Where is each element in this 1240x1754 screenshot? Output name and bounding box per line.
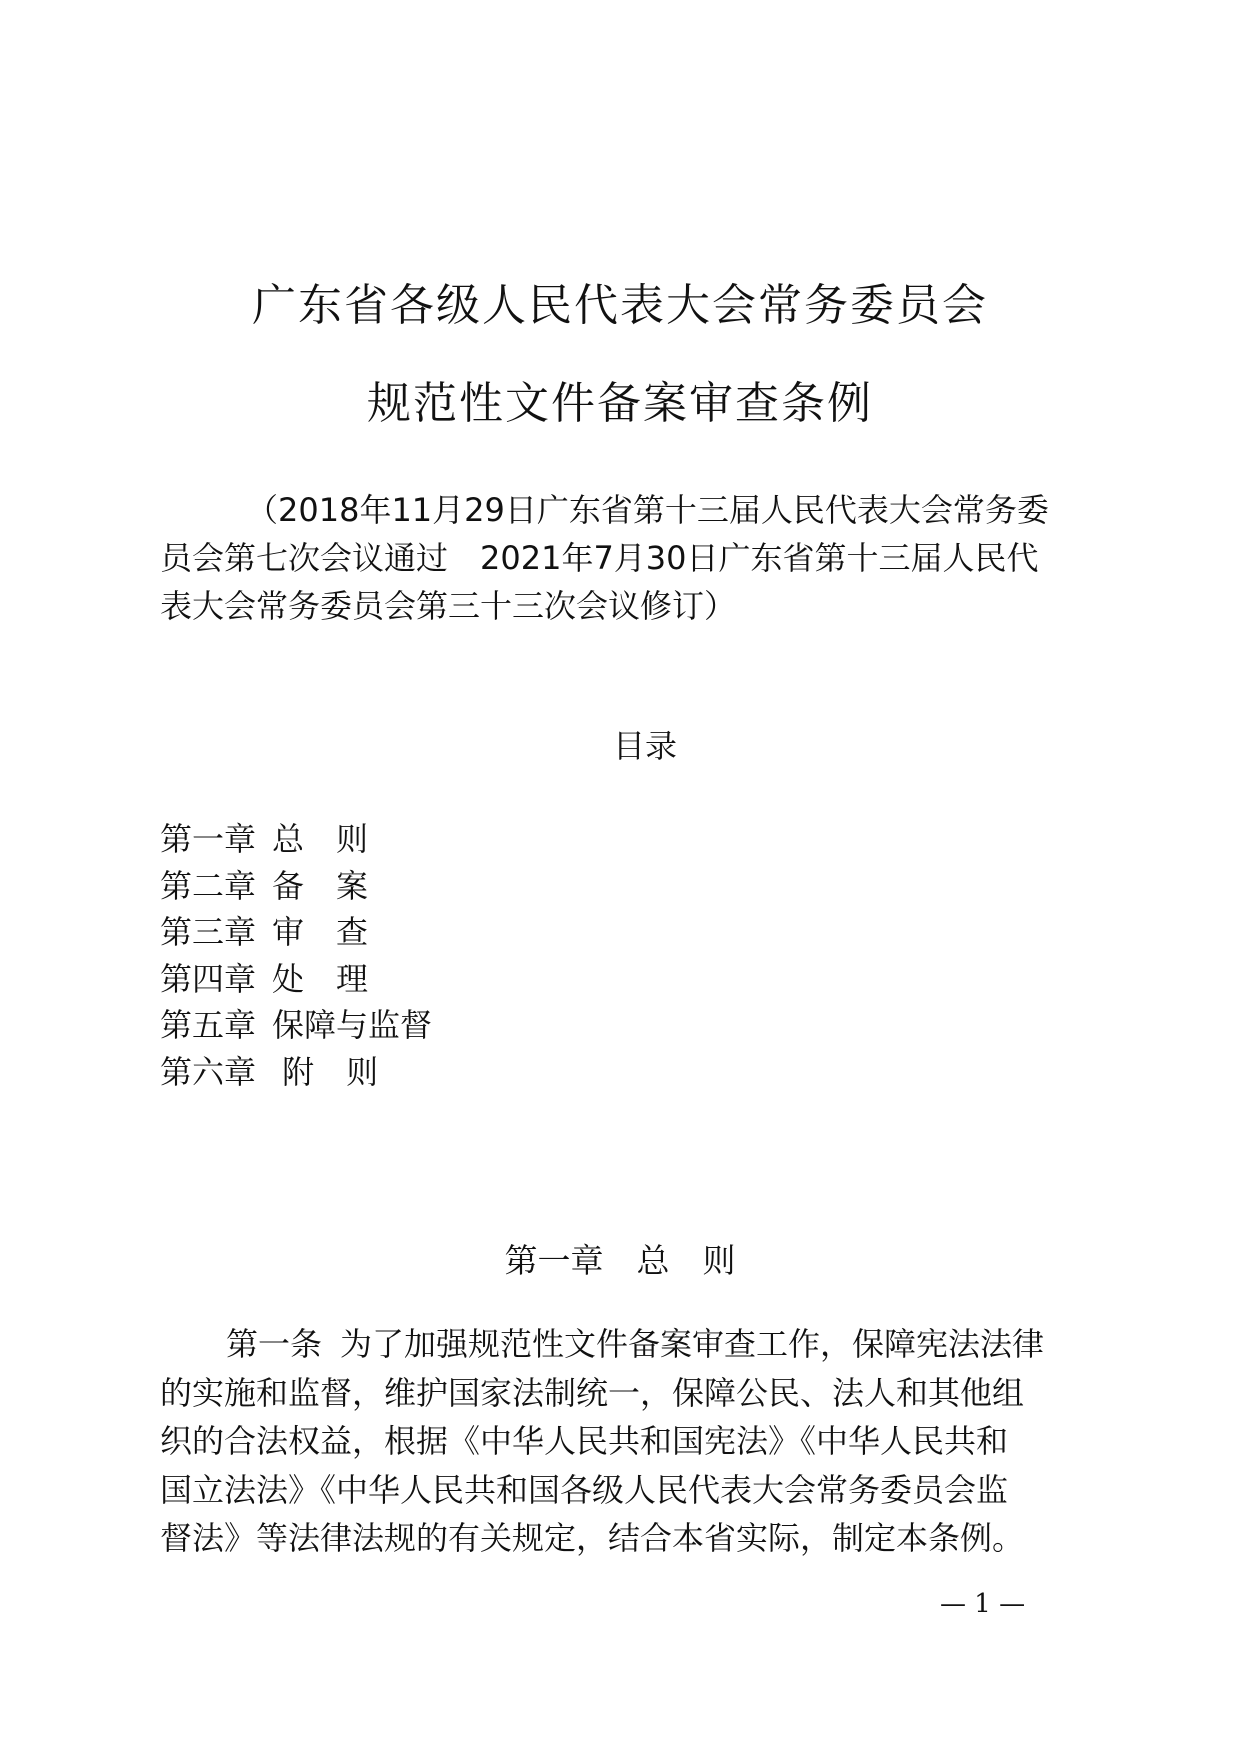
toc-item[interactable] bbox=[160, 863, 432, 910]
toc-item-number: 第四章 bbox=[160, 959, 257, 998]
article-label: 第一条 bbox=[226, 1325, 323, 1363]
article-text: 为了加强规范性文件备案审查工作，保障宪法法律 bbox=[340, 1325, 1045, 1363]
chapter-heading: 第一章 总 则 bbox=[504, 1241, 736, 1280]
toc-item-title: 备 案 bbox=[272, 866, 369, 905]
toc-item-title: 总 则 bbox=[272, 820, 369, 858]
toc-item[interactable] bbox=[160, 956, 432, 1003]
toc-item-number: 第六章 bbox=[160, 1052, 257, 1091]
article-line bbox=[160, 1320, 1085, 1369]
toc-heading: 目录 bbox=[612, 727, 677, 765]
adoption-note-line: 员会第七次会议通过 2021年7月30日广东省第十三届人民代 bbox=[160, 539, 1039, 577]
article-body bbox=[160, 1320, 1085, 1563]
toc-item-number: 第二章 bbox=[160, 866, 257, 905]
toc-item[interactable] bbox=[160, 1049, 432, 1096]
adoption-note-line: （2018年11月29日广东省第十三届人民代表大会常务委 bbox=[246, 491, 1049, 529]
toc-item[interactable] bbox=[160, 1002, 432, 1049]
table-of-contents bbox=[160, 816, 432, 1095]
article-line: 织的合法权益，根据《中华人民共和国宪法》《中华人民共和 bbox=[160, 1422, 1009, 1460]
article-line: 督法》等法律法规的有关规定，结合本省实际，制定本条例。 bbox=[160, 1519, 1025, 1557]
toc-item-title: 审 查 bbox=[272, 913, 369, 951]
toc-item-number: 第三章 bbox=[160, 913, 257, 951]
toc-item-title: 保障与监督 bbox=[272, 1006, 433, 1044]
toc-item-number: 第五章 bbox=[160, 1006, 257, 1044]
toc-item-title: 处 理 bbox=[272, 959, 369, 998]
document-title-line2: 规范性文件备案审查条例 bbox=[367, 378, 873, 429]
document-title-line1: 广东省各级人民代表大会常务委员会 bbox=[252, 280, 988, 331]
toc-item[interactable] bbox=[160, 816, 432, 863]
article-line: 国立法法》《中华人民共和国各级人民代表大会常务委员会监 bbox=[160, 1470, 1009, 1509]
toc-item-title: 附 则 bbox=[272, 1052, 379, 1091]
toc-item[interactable] bbox=[160, 909, 432, 956]
adoption-note-line: 表大会常务委员会第三十三次会议修订） bbox=[160, 587, 737, 625]
article-line: 的实施和监督，维护国家法制统一，保障公民、法人和其他组 bbox=[160, 1373, 1025, 1412]
adoption-note bbox=[160, 486, 1095, 630]
page-number: — 1 — bbox=[940, 1589, 1026, 1619]
toc-item-number: 第一章 bbox=[160, 820, 257, 858]
